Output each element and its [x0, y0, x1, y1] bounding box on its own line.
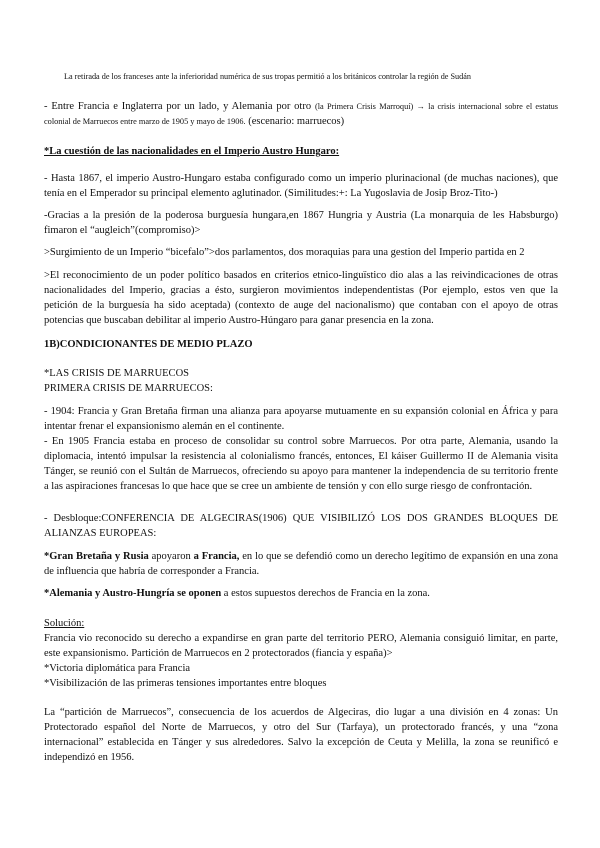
- subheading-crisis: [44, 366, 558, 396]
- paragraph-algeciras: - Desbloque:CONFERENCIA DE ALGECIRAS(1906) QUE VISIBILIZÓ LOS DOS GRANDES BLOQUES DE ALIANZAS EUROPEAS:: [44, 513, 558, 539]
- paragraph-partition: La “partición de Marruecos”, consecuencia de los acuerdos de Algeciras, dio lugar a una división en 4 zonas: Un Protectorado español del Norte de Marruecos, y otro del Sur (Tarfaya), un protectorado francés, y una “zona internacional” establecida en Tánger y sus alrededores. Salvo la excepción de Ceuta y Melilla, la zona se reunificó e independizó en 1956.: [44, 707, 558, 763]
- bold-run: *Alemania y Austro-Hungría se oponen: [44, 588, 222, 599]
- image-caption: La retirada de los franceses ante la inferioridad numérica de sus tropas permitió a los británicos controlar la región de Sudán: [64, 72, 471, 81]
- section-heading-medium-term: 1B)CONDICIONANTES DE MEDIO PLAZO: [44, 339, 253, 350]
- paragraph-solution: Francia vio reconocido su derecho a expandirse en gran parte del territorio PERO, Alemania consiguió limitar, en parte, este expansionismo. Partición de Marruecos en 2 protectorados (fiancia y españa)>: [44, 633, 558, 659]
- text-run: - Entre Francia e Inglaterra por un lado, y Alemania por otro: [44, 101, 312, 112]
- section-heading-nationalities: *La cuestión de las nacionalidades en el Imperio Austro Hungaro:: [44, 146, 340, 157]
- text-run: en lo que se defendió como un derecho legítimo de expansión en una zona de influencia que habría de corresponder a Francia.: [44, 551, 558, 577]
- subheading-line: *LAS CRISIS DE MARRUECOS: [44, 368, 189, 379]
- paragraph-first-crisis: [44, 99, 558, 129]
- paragraph-opposition: [44, 586, 558, 601]
- solution-label: Solución:: [44, 618, 85, 629]
- paragraph-support-france: [44, 549, 558, 579]
- paragraph-1904: - 1904: Francia y Gran Bretaña firman una alianza para apoyarse mutuamente en su expansión colonial en África y para intentar frenar el expansionismo alemán en el continente.: [44, 406, 558, 432]
- text-run: a estos supuestos derechos de Francia en la zona.: [221, 588, 430, 599]
- paragraph-empire: - Hasta 1867, el imperio Austro-Hungaro estaba configurado como un imperio plurinacional (de muchas naciones), que tenía en el Emperador su principal elemento aglutinador. (Similitudes:+: La Yugoslavia de Josip Broz-Tito-): [44, 173, 558, 199]
- bold-run: a Francia,: [193, 551, 240, 562]
- paragraph-recognition: >El reconocimiento de un poder político basados en criterios etnico-linguïstico dio alas a las reivindicaciones de otras nacionalidades del Imperio, gracias a ésto, surgieron movimientos independentistas (Por ejemplo, estos ven que la petición de la burguesía ha sido aceptada) (contexto de auge del nacionalismo) que contaban con el apoyo de otras potencias que buscaban debilitar al imperio Austro-Húngaro para ganar presencia en la zona.: [44, 270, 558, 326]
- bullet-victory: *Victoria diplomática para Francia: [44, 663, 191, 674]
- paragraph-hungary: -Gracias a la presión de la poderosa burguesía hungara,en 1867 Hungria y Austria (La monarquia de les Habsburgo) fimaron el “augleich”(compromiso)>: [44, 210, 558, 236]
- subheading-line: PRIMERA CRISIS DE MARRUECOS:: [44, 383, 213, 394]
- text-run: (escenario: marruecos): [248, 116, 345, 127]
- paragraph-1905: - En 1905 Francia estaba en proceso de consolidar su control sobre Marruecos. Por otra parte, Alemania, usando la diplomacia, intentó impulsar la resistencia al colonialismo francés, entonces, El káiser Guillermo II de Alemania visita Tánger, se reunió con el Sultán de Marruecos, ofreciendo su apoyo para mantener la independencia de su territorio frente a las aspiraciones francesas lo que hace que se cree un ambiente de tensión y con ello surge riesgo de confrontación.: [44, 436, 558, 492]
- paragraph-bicefalo: >Surgimiento de un Imperio “bicefalo”>dos parlamentos, dos moraquias para una gestion del Imperio partida en 2: [44, 247, 525, 258]
- text-run: apoyaron: [148, 551, 194, 562]
- bold-run: *Gran Bretaña y Rusia: [44, 551, 149, 562]
- bullet-tensions: *Visibilización de las primeras tensiones importantes entre bloques: [44, 678, 327, 689]
- text-run-small: (la Primera Crisis Marroquí) → la crisis internacional sobre el estatus colonial de Marruecos entre marzo de 1905 y mayo de 1906.: [44, 102, 559, 126]
